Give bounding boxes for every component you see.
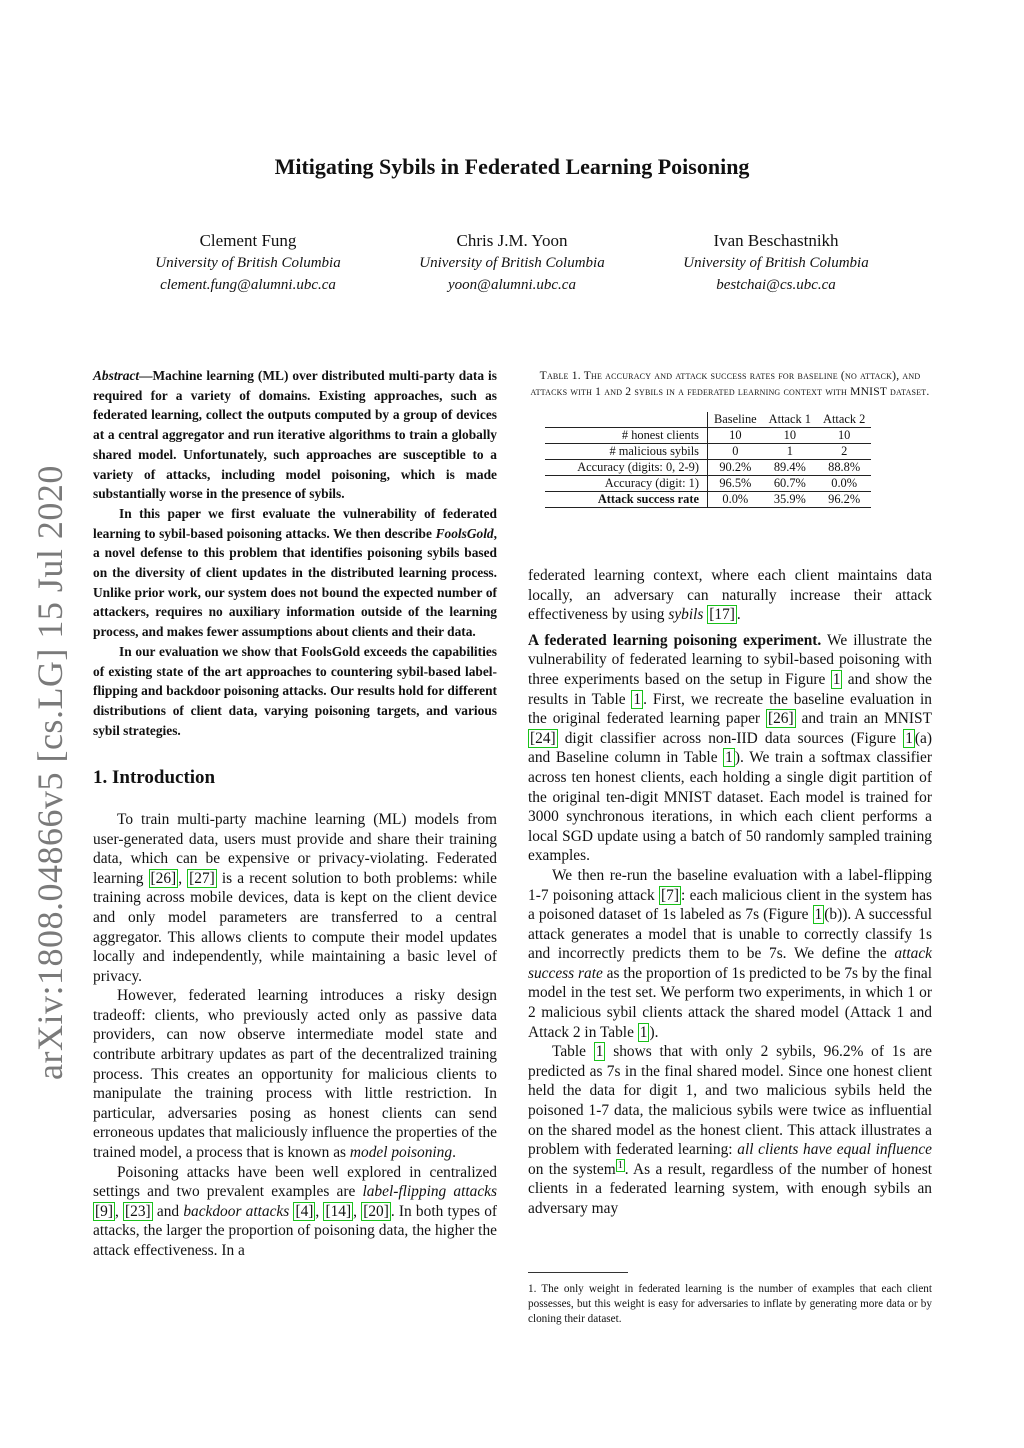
author-affiliation: University of British Columbia	[155, 255, 341, 271]
table-header-row	[545, 412, 871, 428]
citation-link[interactable]: [24]	[530, 729, 556, 747]
author-affiliation: University of British Columbia	[419, 255, 605, 271]
table-cell: 0.0%	[817, 476, 871, 492]
table-row	[545, 428, 871, 444]
row-label: Accuracy (digits: 0, 2-9)	[545, 460, 708, 476]
table-cell: 1	[763, 444, 817, 460]
table-link[interactable]: 1	[639, 1023, 648, 1041]
row-label: # malicious sybils	[545, 444, 708, 460]
column-header: Attack 2	[817, 412, 871, 428]
introduction-body	[93, 810, 497, 1261]
author-affiliation: University of British Columbia	[683, 255, 869, 271]
citation-link[interactable]: [7]	[661, 886, 679, 904]
table-cell: 96.2%	[817, 492, 871, 508]
body-paragraph: A federated learning poisoning experiment. We illustrate the vulnerability of federated learning to sybil-based poisoning with three experiments based on the setup in Figure 1 and show the results in Table 1 . First, we recreate the baseline evaluation in the original federated learning paper [26] and train an MNIST [24] digit classifier across non-IID data sources (Figure 1 (a) and Baseline column in Table 1 ). We train a softmax classifier across ten honest clients, each holding a single digit partition of the original ten-digit MNIST dataset. Each model is trained for 3000 synchronous iterations, in which each client performs a local SGD update using a batch of 50 randomly sampled training examples.	[528, 631, 932, 865]
figure-link[interactable]: 1	[905, 729, 913, 747]
table-link[interactable]: 1	[725, 749, 733, 767]
table-cell: 0	[708, 444, 763, 460]
arxiv-stamp: arXiv:1808.04866v5 [cs.LG] 15 Jul 2020	[30, 465, 70, 1080]
results-table-block	[528, 368, 932, 508]
body-paragraph: We then re-run the baseline evaluation with a label-flipping 1-7 poisoning attack [7] : each malicious client in the system has a poisoned dataset of 1s labeled as 7s (Figure 1 (b)). A successful attack generates a model that is unable to correctly classify 1s and incorrectly predicts them to be 7s. We define the attack success rate as the proportion of 1s predicted to be 7s by the final model in the test set. We perform two experiments, in which 1 or 2 malicious sybil clients attack the shared model (Attack 1 and Attack 2 in Table 1 ).	[528, 866, 933, 1041]
table-row	[545, 476, 871, 492]
section-heading-introduction: 1. Introduction	[93, 767, 216, 789]
body-paragraph: Table 1 shows that with only 2 sybils, 96.2% of 1s are predicted as 7s in the final shared model. Since one honest client held the data for digit 1, and two malicious sybils held the poisoned 1-7 data, the malicious sybils were twice as influential on the shared model as the honest client. This attack illustrates a problem with federated learning: all clients have equal influence on the system $^1$ . As a result, regardless of the number of honest clients in a federated learning system, with enough sybils an adversary may	[528, 1043, 933, 1217]
citation-link[interactable]: [9]	[95, 1202, 113, 1220]
table-cell: 96.5%	[708, 476, 763, 492]
table-link[interactable]: 1	[633, 690, 642, 708]
abstract-paragraph: In our evaluation we show that FoolsGold exceeds the capabilities of existing state of the art approaches to countering sybil-based label-flipping and backdoor poisoning attacks. Our results hold for different distributions of client data, varying poisoning targets, and various sybil strategies.	[93, 643, 497, 738]
table-row	[545, 460, 871, 476]
table-cell: 35.9%	[763, 492, 817, 508]
body-paragraph: To train multi-party machine learning (ML) models from user-generated data, users must provide and share their training data, which can be expensive or privacy-violating. Federated learning [26] , [27] is a recent solution to both problems: while training across mobile devices, data is kept on the client device and only model parameters are transferred to a central aggregator. This allows clients to compute their model updates locally and independently, while maintaining a basic level of privacy.	[93, 810, 497, 985]
citation-link[interactable]: [23]	[125, 1202, 151, 1220]
citation-link[interactable]: [4]	[295, 1202, 314, 1220]
row-label: # honest clients	[545, 428, 708, 444]
author-email: clement.fung@alumni.ubc.ca	[160, 277, 336, 293]
figure-link[interactable]: 1	[814, 906, 823, 924]
abstract-label: Abstract	[93, 368, 140, 383]
body-paragraph: However, federated learning introduces a risky design tradeoff: clients, who previously acted only as passive data providers, can now observe intermediate model state and contribute arbitrary updates as part of the decentralized training process. This creates an opportunity for malicious clients to manipulate the training process with little restriction. In particular, adversaries posing as honest clients can send erroneous updates that maliciously influence the properties of the trained model, a process that is known as model poisoning.	[93, 987, 497, 1162]
table-cell: 90.2%	[708, 460, 763, 476]
author-name: Ivan Beschastnikh	[713, 231, 839, 250]
column-header: Baseline	[708, 412, 763, 428]
footnote-link[interactable]: 1	[617, 1159, 623, 1171]
table-cell: 10	[763, 428, 817, 444]
abstract	[93, 366, 497, 740]
author-email: bestchai@cs.ubc.ca	[716, 277, 836, 293]
author-name: Clement Fung	[199, 231, 297, 250]
results-table	[545, 412, 871, 508]
table-cell: 2	[817, 444, 871, 460]
author-name: Chris J.M. Yoon	[456, 231, 568, 250]
author-email: yoon@alumni.ubc.ca	[448, 277, 576, 293]
table-cell: 0.0%	[708, 492, 763, 508]
table-link[interactable]: 1	[595, 1043, 604, 1061]
body-paragraph: Poisoning attacks have been well explored in centralized settings and two prevalent examples are label-flipping attacks [9] , [23] and backdoor attacks [4] , [14] , [20] . In both types of attacks, the larger the proportion of poisoning data, the higher the attack effectiveness. In a	[93, 1163, 498, 1260]
right-column	[528, 566, 932, 1219]
body-paragraph: federated learning context, where each client maintains data locally, an adversary can naturally increase their attack effectiveness by using sybils [17] .	[528, 567, 932, 624]
citation-link[interactable]: [14]	[325, 1202, 352, 1220]
citation-link[interactable]: [27]	[189, 869, 215, 887]
row-label: Accuracy (digit: 1)	[545, 476, 708, 492]
paper-title: Mitigating Sybils in Federated Learning Poisoning	[274, 154, 750, 179]
table-cell: 89.4%	[763, 460, 817, 476]
author-2	[382, 230, 642, 296]
table-cell: 60.7%	[763, 476, 817, 492]
citation-link[interactable]: [20]	[363, 1202, 389, 1220]
table-cell: 10	[817, 428, 871, 444]
author-block	[0, 230, 1024, 300]
abstract-paragraph: Abstract—Machine learning (ML) over distributed multi-party data is required for a variety of domains. Existing approaches, such as federated learning, collect the outputs computed by a group of devices at a central aggregator and run iterative algorithms to train a globally shared model. Unfortunately, such approaches are susceptible to a variety of attacks, including model poisoning, which is made substantially worse in the presence of sybils.	[93, 368, 497, 502]
table-caption: Table 1. The accuracy and attack success rates for baseline (no attack), and attacks with 1 and 2 sybils in a federated learning context with MNIST dataset.	[530, 369, 930, 398]
table-cell: 88.8%	[817, 460, 871, 476]
citation-link[interactable]: [26]	[150, 869, 177, 887]
footnote: 1. The only weight in federated learning is the number of examples that each client possesses, but this weight is easy for adversaries to inflate by generating more data or by cloning their dataset.	[528, 1283, 932, 1325]
author-1	[118, 230, 378, 296]
author-3	[646, 230, 906, 296]
table-row	[545, 444, 871, 460]
left-column	[93, 366, 497, 1261]
table-row	[545, 492, 871, 508]
paragraph-heading: A federated learning poisoning experiment.	[528, 631, 822, 649]
column-header: Attack 1	[763, 412, 817, 428]
abstract-paragraph: In this paper we first evaluate the vulnerability of federated learning to sybil-based poisoning attacks. We then describe FoolsGold, a novel defense to this problem that identifies poisoning sybils based on the diversity of client updates in the distributed learning process. Unlike prior work, our system does not bound the expected number of attackers, requires no auxiliary information outside of the learning process, and makes fewer assumptions about clients and their data.	[93, 505, 497, 640]
citation-link[interactable]: [17]	[709, 606, 735, 624]
citation-link[interactable]: [26]	[767, 710, 794, 728]
figure-link[interactable]: 1	[832, 670, 841, 688]
footnote-divider	[528, 1272, 628, 1273]
row-label: Attack success rate	[545, 492, 708, 508]
table-cell: 10	[708, 428, 763, 444]
